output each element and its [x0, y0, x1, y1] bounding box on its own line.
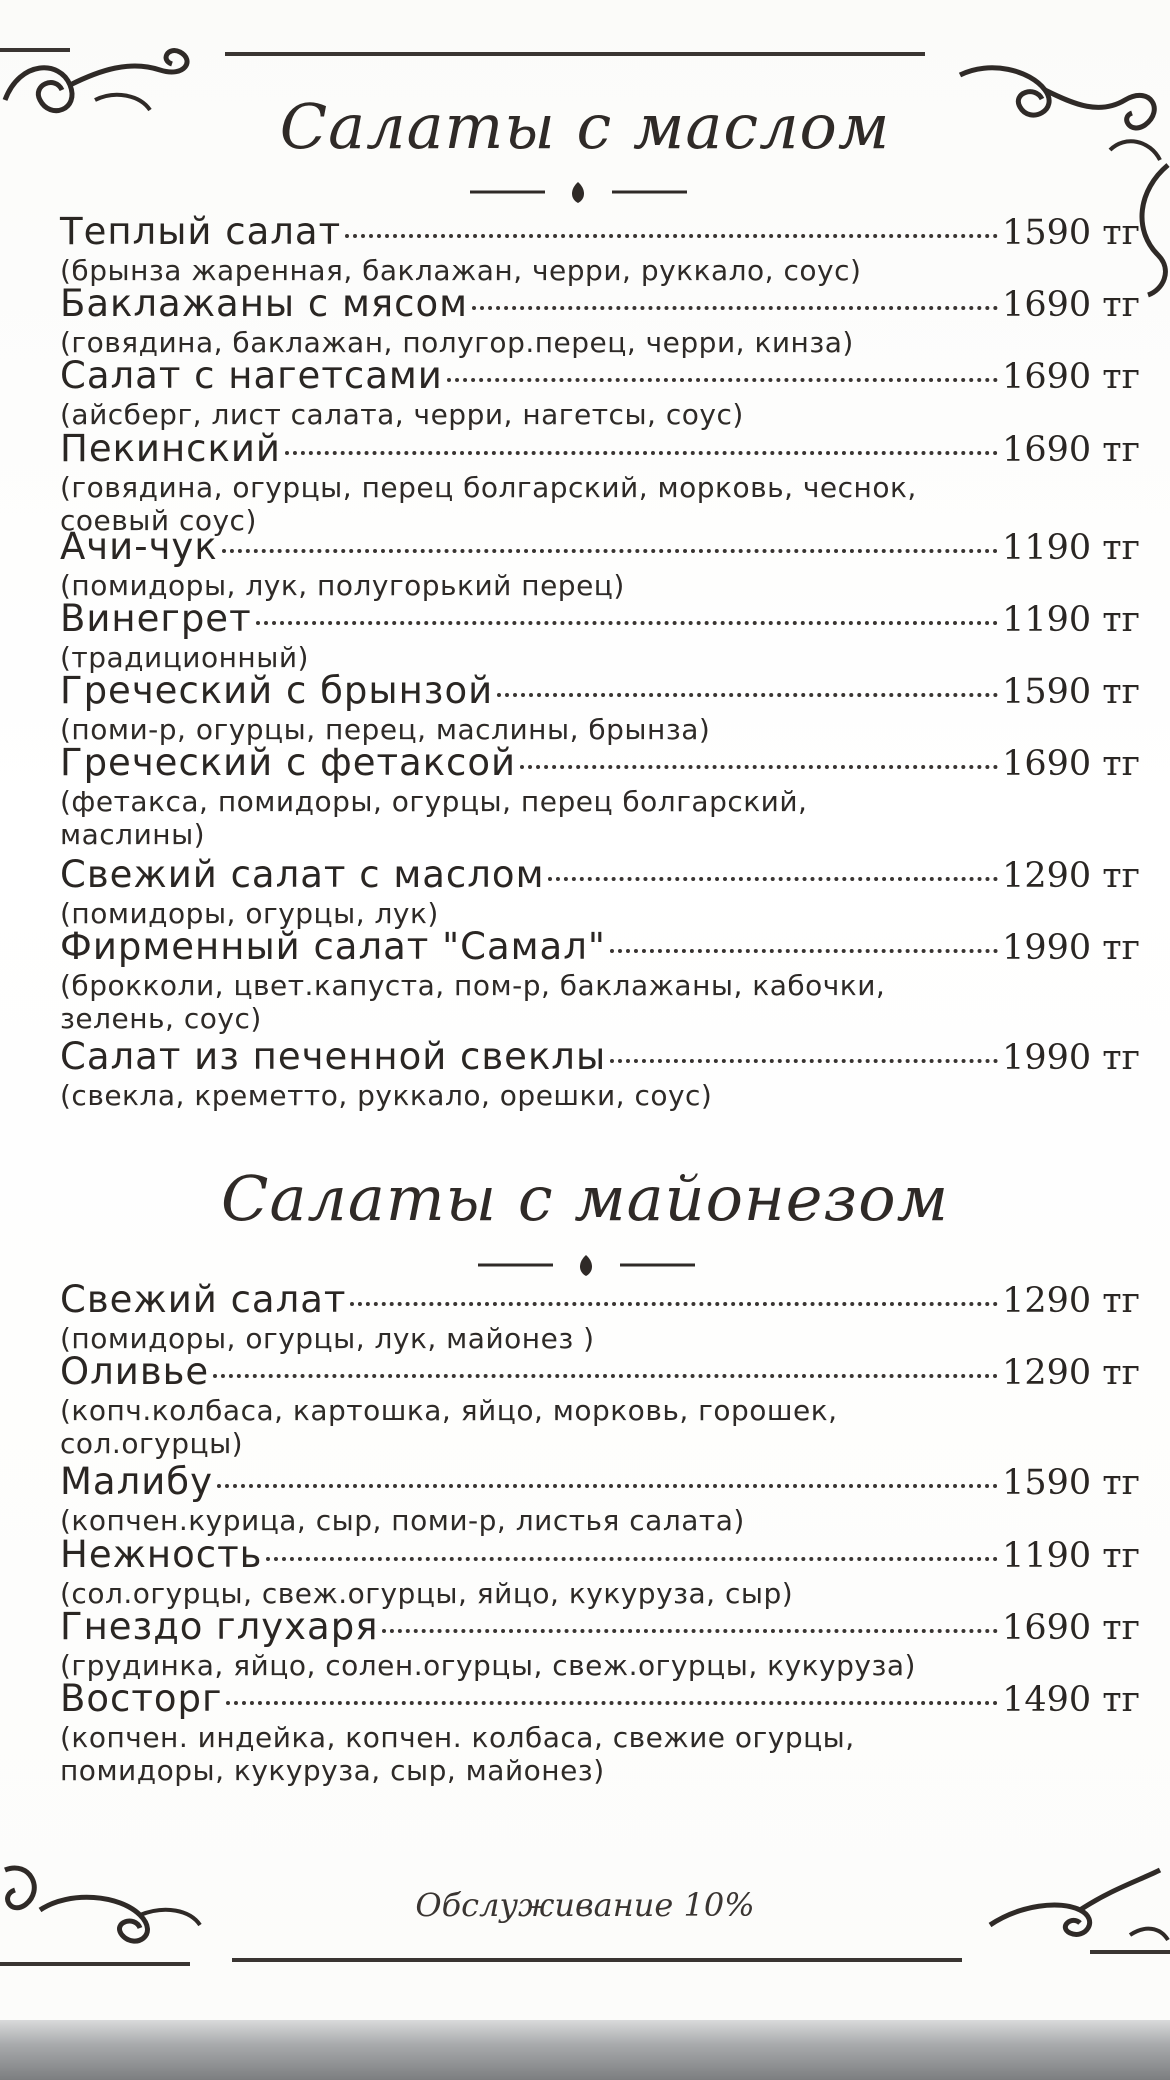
- menu-item-description: (традиционный): [60, 641, 309, 674]
- menu-item-description: (грудинка, яйцо, солен.огурцы, свеж.огурцы, кукуруза): [60, 1649, 916, 1682]
- bottom-rule-main: [232, 1958, 962, 1962]
- menu-item: [60, 1677, 1140, 1787]
- menu-item-description: (помидоры, огурцы, лук): [60, 897, 439, 930]
- leaf-divider-icon: [0, 177, 1170, 207]
- menu-item: [60, 1278, 1140, 1355]
- dot-leader: [610, 949, 998, 953]
- menu-item-row: [60, 1278, 1140, 1322]
- menu-edge-shadow: [0, 2020, 1170, 2080]
- menu-item-description: (говядина, баклажан, полугор.перец, черри, кинза): [60, 326, 854, 359]
- dot-leader: [610, 1059, 998, 1063]
- menu-item-row: [60, 354, 1140, 398]
- menu-item-price: 1690 тг: [1002, 430, 1140, 470]
- menu-item-price: 1590 тг: [1002, 213, 1140, 253]
- menu-item: [60, 1533, 1140, 1610]
- menu-item-description: (свекла, креметто, руккало, орешки, соус): [60, 1079, 713, 1112]
- menu-item: [60, 210, 1140, 287]
- menu-item-price: 1590 тг: [1002, 1463, 1140, 1503]
- menu-item-name: Малибу: [60, 1460, 214, 1503]
- menu-item-row: [60, 282, 1140, 326]
- menu-item-name: Салат из печенной свеклы: [60, 1035, 607, 1078]
- menu-item-row: [60, 741, 1140, 785]
- menu-item-name: Нежность: [60, 1533, 263, 1576]
- menu-item: [60, 427, 1140, 537]
- menu-item-description: (брокколи, цвет.капуста, пом-р, баклажаны, кабочки, зелень, соус): [60, 969, 886, 1035]
- menu-item: [60, 669, 1140, 746]
- menu-item-description: (копчен.курица, сыр, поми-р, листья салата): [60, 1504, 745, 1537]
- menu-item-description: (айсберг, лист салата, черри, нагетсы, соус): [60, 398, 744, 431]
- menu-item-name: Теплый салат: [60, 210, 342, 253]
- menu-item-row: [60, 1460, 1140, 1504]
- menu-item-price: 1690 тг: [1002, 744, 1140, 784]
- menu-item: [60, 1460, 1140, 1537]
- menu-item: [60, 1035, 1140, 1112]
- dot-leader: [497, 693, 998, 697]
- menu-item-row: [60, 597, 1140, 641]
- menu-item-name: Свежий салат с маслом: [60, 853, 545, 896]
- dot-leader: [213, 1374, 998, 1378]
- menu-item-name: Восторг: [60, 1677, 223, 1720]
- menu-item-description: (помидоры, огурцы, лук, майонез ): [60, 1322, 595, 1355]
- menu-item-description: (поми-р, огурцы, перец, маслины, брынза): [60, 713, 711, 746]
- dot-leader: [472, 306, 998, 310]
- menu-item-description: (сол.огурцы, свеж.огурцы, яйцо, кукуруза, сыр): [60, 1577, 794, 1610]
- menu-item-description: (говядина, огурцы, перец болгарский, морковь, чеснок, соевый соус): [60, 471, 917, 537]
- dot-leader: [217, 1484, 998, 1488]
- dot-leader: [520, 765, 998, 769]
- menu-item-price: 1490 тг: [1002, 1680, 1140, 1720]
- bottom-rule-right: [1090, 1950, 1170, 1954]
- menu-item-price: 1990 тг: [1002, 928, 1140, 968]
- menu-item-description: (помидоры, лук, полугорький перец): [60, 569, 625, 602]
- dot-leader: [548, 877, 998, 881]
- bottom-rule-left: [0, 1962, 190, 1966]
- menu-item-name: Пекинский: [60, 427, 281, 470]
- menu-item-name: Баклажаны с мясом: [60, 282, 469, 325]
- menu-item-name: Винегрет: [60, 597, 252, 640]
- menu-item-price: 1990 тг: [1002, 1038, 1140, 1078]
- menu-item-price: 1290 тг: [1002, 856, 1140, 896]
- menu-item-name: Греческий с фетаксой: [60, 741, 517, 784]
- menu-item: [60, 853, 1140, 930]
- menu-item: [60, 597, 1140, 674]
- menu-item-row: [60, 210, 1140, 254]
- menu-item-name: Свежий салат: [60, 1278, 347, 1321]
- menu-item-row: [60, 669, 1140, 713]
- dot-leader: [447, 378, 998, 382]
- menu-item-description: (брынза жаренная, баклажан, черри, руккало, соус): [60, 254, 862, 287]
- menu-item-price: 1690 тг: [1002, 285, 1140, 325]
- menu-item-row: [60, 1533, 1140, 1577]
- menu-item-description: (фетакса, помидоры, огурцы, перец болгарский, маслины): [60, 785, 808, 851]
- menu-item-name: Греческий с брынзой: [60, 669, 494, 712]
- menu-item: [60, 1605, 1140, 1682]
- dot-leader: [345, 234, 998, 238]
- leaf-divider-icon: [0, 1250, 1170, 1280]
- menu-item-price: 1690 тг: [1002, 357, 1140, 397]
- menu-item-name: Салат с нагетсами: [60, 354, 443, 397]
- top-rule-main: [225, 52, 925, 56]
- dot-leader: [285, 451, 998, 455]
- menu-item-price: 1190 тг: [1002, 600, 1140, 640]
- dot-leader: [382, 1629, 998, 1633]
- dot-leader: [266, 1557, 998, 1561]
- menu-item-description: (копчен. индейка, копчен. колбаса, свежие огурцы, помидоры, кукуруза, сыр, майонез): [60, 1721, 855, 1787]
- menu-item-row: [60, 525, 1140, 569]
- menu-item: [60, 354, 1140, 431]
- menu-item-name: Ачи-чук: [60, 525, 218, 568]
- menu-item-price: 1690 тг: [1002, 1608, 1140, 1648]
- menu-item-name: Фирменный салат "Самал": [60, 925, 606, 968]
- menu-item-description: (копч.колбаса, картошка, яйцо, морковь, горошек, сол.огурцы): [60, 1394, 838, 1460]
- section-title-mayo-salads: Салаты с майонезом: [221, 1162, 949, 1235]
- menu-item-name: Гнездо глухаря: [60, 1605, 379, 1648]
- menu-item-price: 1590 тг: [1002, 672, 1140, 712]
- menu-item-row: [60, 1350, 1140, 1394]
- menu-item-price: 1290 тг: [1002, 1281, 1140, 1321]
- menu-item: [60, 525, 1140, 602]
- dot-leader: [222, 549, 998, 553]
- menu-item-row: [60, 1677, 1140, 1721]
- dot-leader: [256, 621, 998, 625]
- menu-item-price: 1290 тг: [1002, 1353, 1140, 1393]
- menu-item-row: [60, 853, 1140, 897]
- menu-item-name: Оливье: [60, 1350, 210, 1393]
- section-title-oil-salads: Салаты с маслом: [279, 90, 891, 163]
- menu-item-price: 1190 тг: [1002, 1536, 1140, 1576]
- menu-item-row: [60, 925, 1140, 969]
- menu-item: [60, 282, 1140, 359]
- dot-leader: [350, 1302, 998, 1306]
- menu-item: [60, 1350, 1140, 1460]
- menu-item-price: 1190 тг: [1002, 528, 1140, 568]
- service-charge-note: Обслуживание 10%: [415, 1886, 755, 1924]
- dot-leader: [226, 1701, 998, 1705]
- menu-item-row: [60, 1035, 1140, 1079]
- menu-item-row: [60, 427, 1140, 471]
- menu-item-row: [60, 1605, 1140, 1649]
- menu-item: [60, 925, 1140, 1035]
- menu-item: [60, 741, 1140, 851]
